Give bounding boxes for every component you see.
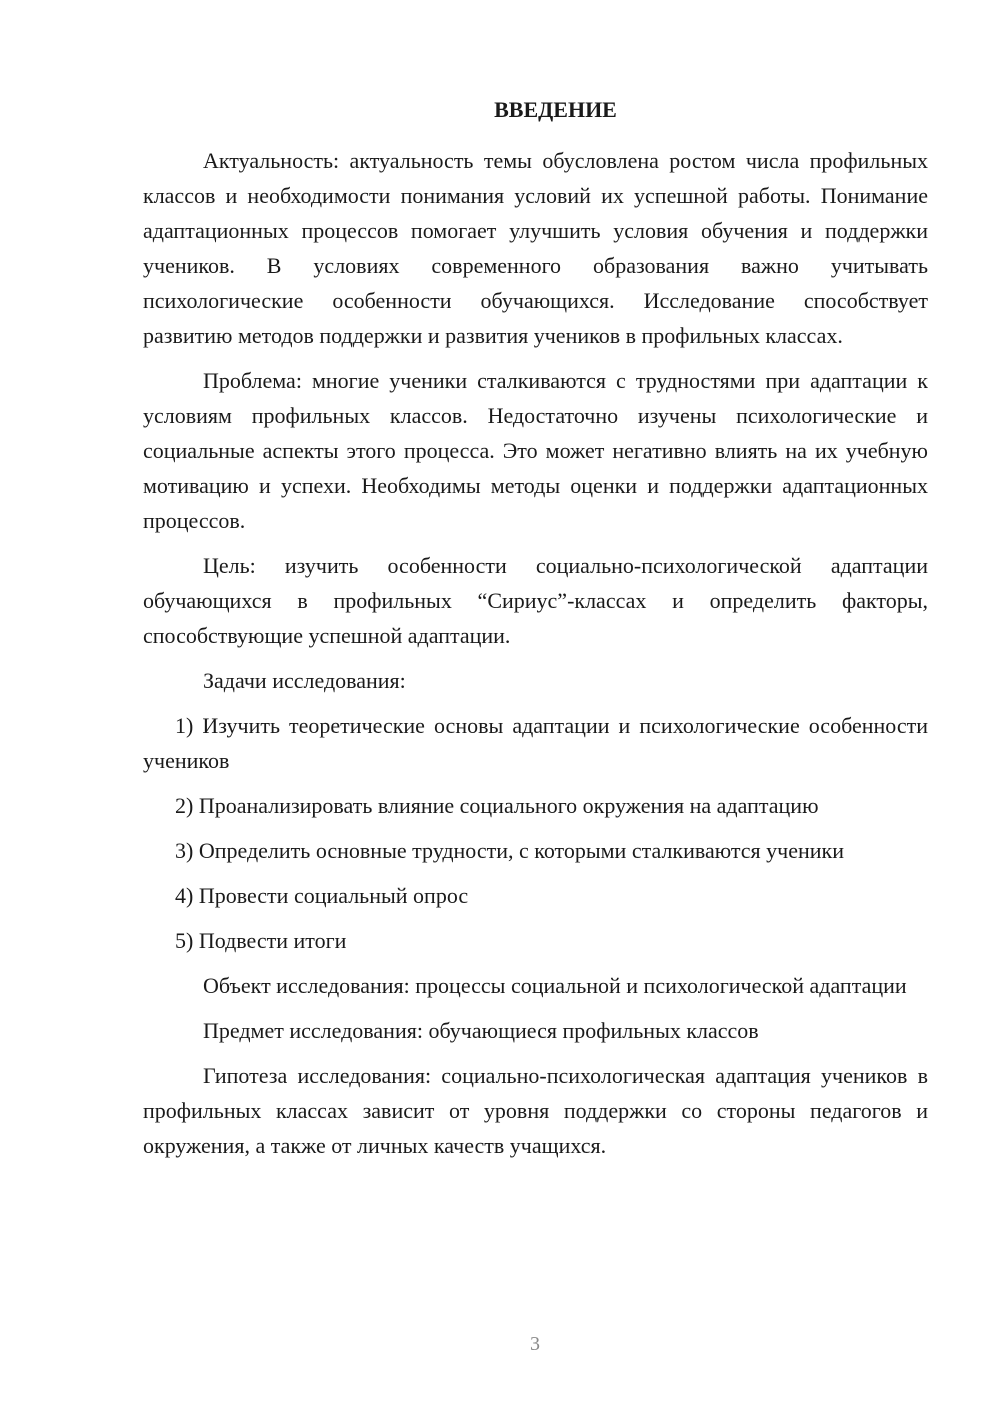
goal-paragraph: Цель: изучить особенности социально-психологической адаптации обучающихся в профильных “Сириус”-классах и определить факторы, способствующие успешной адаптации. xyxy=(143,553,928,648)
section-title: ВВЕДЕНИЕ xyxy=(494,97,617,122)
hypothesis-paragraph: Гипотеза исследования: социально-психологическая адаптация учеников в профильных классах зависит от уровня поддержки со стороны педагогов и окружения, а также от личных качеств учащихся. xyxy=(143,1063,928,1158)
task-item: 2) Проанализировать влияние социального окружения на адаптацию xyxy=(175,793,819,818)
page-number: 3 xyxy=(530,1333,540,1355)
object-paragraph: Объект исследования: процессы социальной и психологической адаптации xyxy=(203,973,907,998)
subject-paragraph: Предмет исследования: обучающиеся профильных классов xyxy=(203,1018,759,1043)
task-item: 1) Изучить теоретические основы адаптации и психологические особенности учеников xyxy=(143,713,928,773)
task-item: 3) Определить основные трудности, с которыми сталкиваются ученики xyxy=(175,838,844,863)
problem-paragraph: Проблема: многие ученики сталкиваются с трудностями при адаптации к условиям профильных классов. Недостаточно изучены психологические и социальные аспекты этого процесса. Это может негативно влиять на их учебную мотивацию и успехи. Необходимы методы оценки и поддержки адаптационных процессов. xyxy=(143,368,928,533)
task-item: 4) Провести социальный опрос xyxy=(175,883,469,908)
task-item: 5) Подвести итоги xyxy=(175,928,347,953)
tasks-heading: Задачи исследования: xyxy=(203,668,406,693)
page-content xyxy=(143,95,928,1173)
relevance-paragraph: Актуальность: актуальность темы обусловлена ростом числа профильных классов и необходимости понимания условий их успешной работы. Понимание адаптационных процессов помогает улучшить условия обучения и поддержки учеников. В условиях современного образования важно учитывать психологические особенности обучающихся. Исследование способствует развитию методов поддержки и развития учеников в профильных классах. xyxy=(143,148,928,348)
